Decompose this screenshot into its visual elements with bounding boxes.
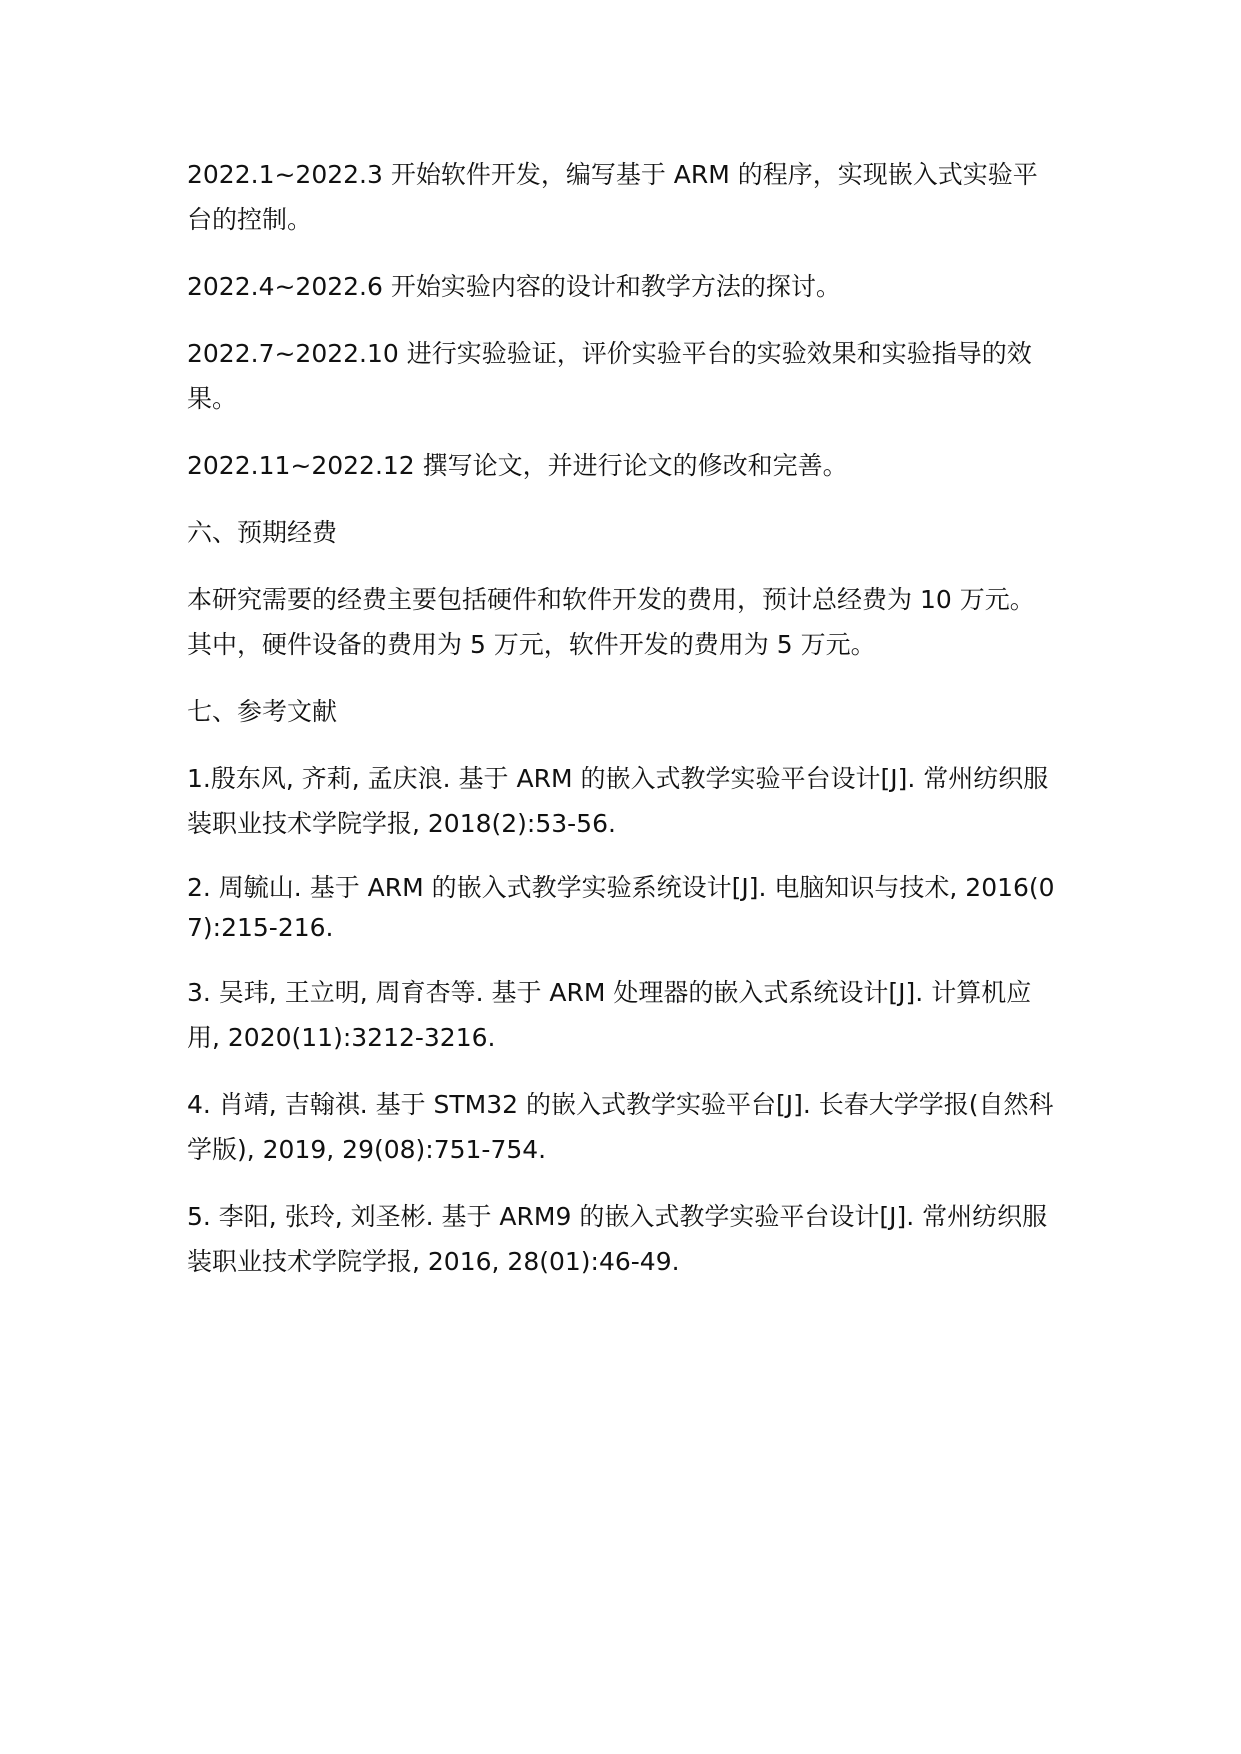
reference-item-5: 5. 李阳, 张玲, 刘圣彬. 基于 ARM9 的嵌入式教学实验平台设计[J]. 常州纺织服装职业技术学院学报, 2016, 28(01):46-49.: [187, 1202, 1048, 1276]
reference-item-2: 2. 周毓山. 基于 ARM 的嵌入式教学实验系统设计[J]. 电脑知识与技术, 2016(07):215-216.: [187, 873, 1055, 942]
schedule-item-3: 2022.7~2022.10 进行实验验证，评价实验平台的实验效果和实验指导的效果。: [187, 339, 1032, 413]
reference-item-1: 1.殷东风, 齐莉, 孟庆浪. 基于 ARM 的嵌入式教学实验平台设计[J]. 常州纺织服装职业技术学院学报, 2018(2):53-56.: [187, 764, 1049, 838]
reference-item-3: 3. 吴玮, 王立明, 周育杏等. 基于 ARM 处理器的嵌入式系统设计[J]. 计算机应用, 2020(11):3212-3216.: [187, 978, 1032, 1052]
schedule-item-1: 2022.1~2022.3 开始软件开发，编写基于 ARM 的程序，实现嵌入式实验平台的控制。: [187, 160, 1038, 234]
schedule-item-4: 2022.11~2022.12 撰写论文，并进行论文的修改和完善。: [187, 451, 848, 480]
schedule-item-2: 2022.4~2022.6 开始实验内容的设计和教学方法的探讨。: [187, 272, 841, 301]
budget-heading: 六、预期经费: [187, 518, 338, 547]
budget-text: 本研究需要的经费主要包括硬件和软件开发的费用，预计总经费为 10 万元。其中，硬件设备的费用为 5 万元，软件开发的费用为 5 万元。: [187, 585, 1035, 659]
document-body: [187, 152, 1057, 1306]
reference-item-4: 4. 肖靖, 吉翰祺. 基于 STM32 的嵌入式教学实验平台[J]. 长春大学学报(自然科学版), 2019, 29(08):751-754.: [187, 1090, 1054, 1164]
reference-list: [187, 756, 1057, 1284]
references-heading: 七、参考文献: [187, 697, 338, 726]
